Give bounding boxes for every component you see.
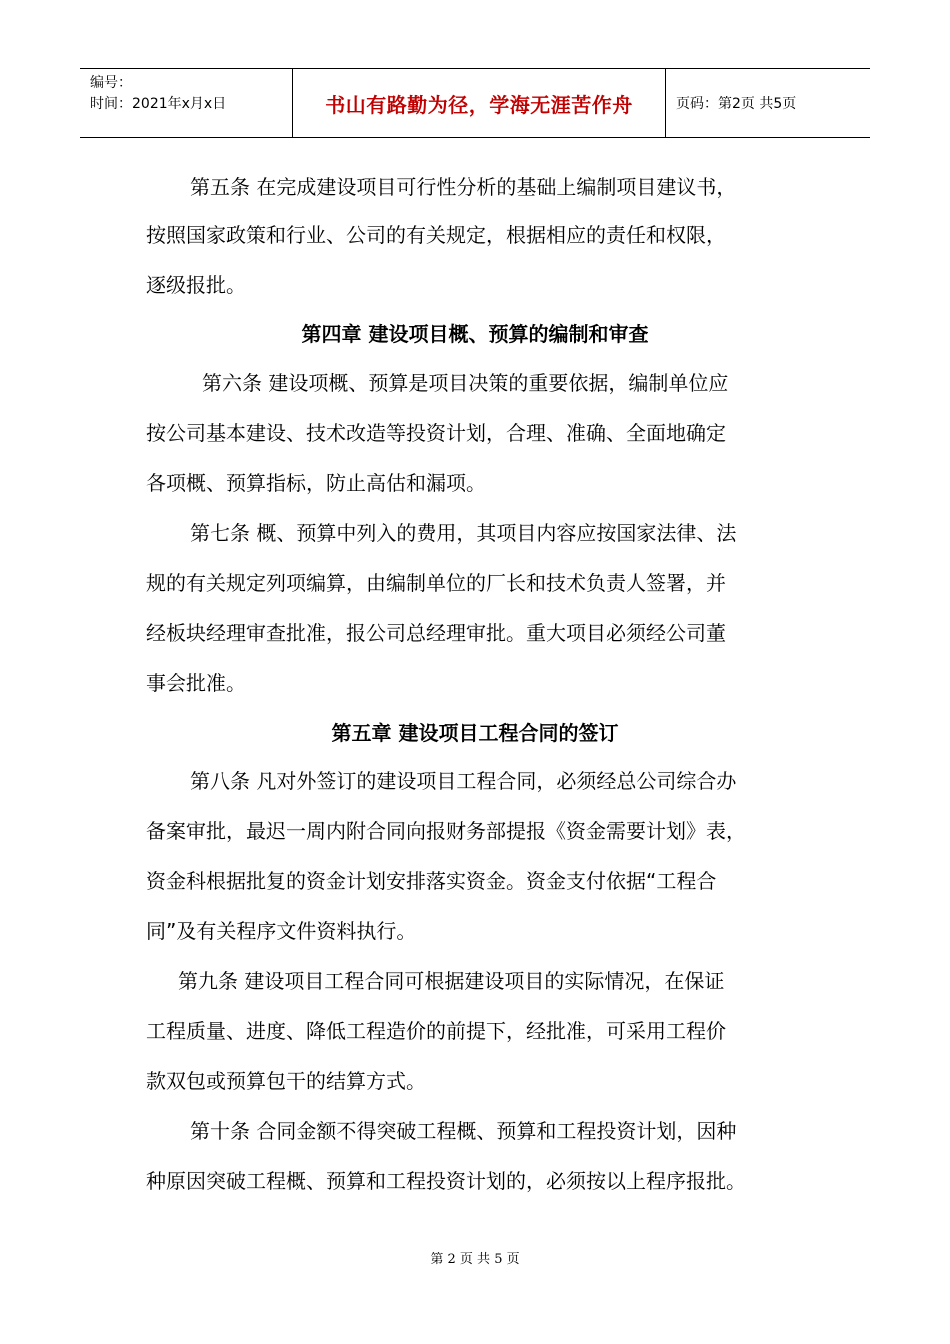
paragraph-line: 经板块经理审查批准，报公司总经理审批。重大项目必须经公司董 [146,621,726,645]
header-page-info: 页码：第2页 共5页 [676,96,797,112]
paragraph-line: 第五条 在完成建设项目可行性分析的基础上编制项目建议书， [190,175,737,199]
paragraph-line: 第八条 凡对外签订的建设项目工程合同，必须经总公司综合办 [190,769,737,793]
document-time: 时间：2021年x月x日 [90,96,227,112]
chapter-heading: 第五章 建设项目工程合同的签订 [331,721,619,745]
paragraph-line: 各项概、预算指标，防止高估和漏项。 [146,471,486,495]
paragraph-line: 款双包或预算包干的结算方式。 [146,1069,426,1093]
page-header [80,68,870,138]
paragraph-line: 种原因突破工程概、预算和工程投资计划的，必须按以上程序报批。 [146,1169,746,1193]
paragraph-line: 事会批准。 [146,671,246,695]
paragraph-line: 按照国家政策和行业、公司的有关规定，根据相应的责任和权限， [146,223,726,247]
paragraph-line: 第六条 建设项概、预算是项目决策的重要依据，编制单位应 [202,371,729,395]
paragraph-line: 逐级报批。 [146,273,246,297]
paragraph-line: 规的有关规定列项编算，由编制单位的厂长和技术负责人签署，并 [146,571,726,595]
document-number: 编号： [90,75,132,91]
paragraph-line: 第十条 合同金额不得突破工程概、预算和工程投资计划，因种 [190,1119,737,1143]
paragraph-line: 资金科根据批复的资金计划安排落实资金。资金支付依据“工程合 [146,869,717,893]
paragraph-line: 同”及有关程序文件资料执行。 [146,919,417,943]
header-meta [80,69,292,137]
paragraph-line: 备案审批，最迟一周内附合同向报财务部提报《资金需要计划》表， [146,819,746,843]
header-motto: 书山有路勤为径，学海无涯苦作舟 [292,69,666,137]
paragraph-line: 按公司基本建设、技术改造等投资计划，合理、准确、全面地确定 [146,421,726,445]
paragraph-line: 工程质量、进度、降低工程造价的前提下，经批准，可采用工程价 [146,1019,726,1043]
chapter-heading: 第四章 建设项目概、预算的编制和审查 [301,322,649,346]
paragraph-line: 第七条 概、预算中列入的费用，其项目内容应按国家法律、法 [190,521,737,545]
page-footer: 第 2 页 共 5 页 [430,1252,520,1267]
paragraph-line: 第九条 建设项目工程合同可根据建设项目的实际情况，在保证 [178,969,725,993]
